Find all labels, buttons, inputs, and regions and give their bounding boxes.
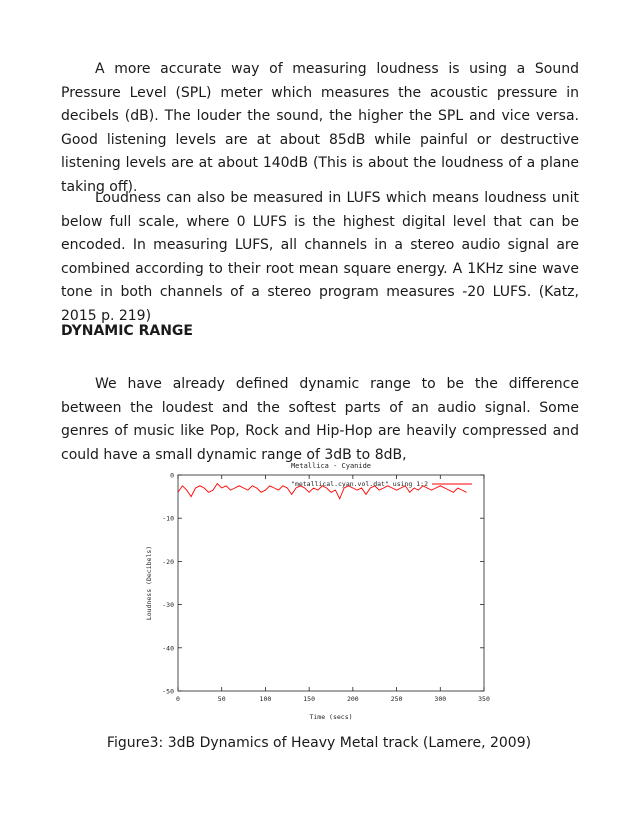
x-tick-label: 100 — [259, 695, 272, 703]
x-tick-label: 0 — [176, 695, 180, 703]
plot-frame — [178, 475, 484, 691]
legend-label: "metallical.cyan.vol.dat" using 1:2 — [291, 480, 428, 488]
y-tick-label: -40 — [162, 644, 174, 653]
y-tick-label: -50 — [162, 687, 174, 696]
y-tick-label: -10 — [162, 514, 174, 523]
paragraph-loudness-spl: A more accurate way of measuring loudness is using a Sound Pressure Level (SPL) meter which measures the acoustic pressure in decibels (dB). The louder the sound, the higher the SPL and vice versa. Good listening levels are at about 85dB while painful or destructive listening levels are at about 140dB (This is about the loudness of a plane taking off). — [61, 61, 579, 195]
y-tick-label: -30 — [162, 601, 174, 610]
x-tick-label: 350 — [478, 695, 490, 703]
y-tick-label: -20 — [162, 557, 174, 566]
loudness-chart — [140, 457, 495, 722]
x-tick-label: 200 — [346, 695, 359, 703]
paragraph-lufs: Loudness can also be measured in LUFS which means loudness unit below full scale, where 0 LUFS is the highest digital level that can be encoded. In measuring LUFS, all channels in a stereo audio signal are combined according to their root mean square energy. A 1KHz sine wave tone in both channels of a stereo program measures -20 LUFS. (Katz, 2015 p. 219) — [61, 190, 579, 324]
axis-ticks — [162, 472, 490, 704]
x-tick-label: 50 — [217, 695, 226, 703]
x-axis-label: Time (secs) — [309, 713, 353, 721]
paragraph-dynamic-range: We have already defined dynamic range to be the difference between the loudest and the softest parts of an audio signal. Some genres of music like Pop, Rock and Hip-Hop are heavily compressed and could have a small dynamic range of 3dB to 8dB, — [61, 376, 579, 463]
chart-title: Metallica - Cyanide — [290, 462, 372, 470]
y-axis-label: Loudness (Decibels) — [145, 545, 153, 621]
x-tick-label: 250 — [390, 695, 403, 703]
x-tick-label: 150 — [303, 695, 316, 703]
figure-caption: Figure3: 3dB Dynamics of Heavy Metal track (Lamere, 2009) — [106, 735, 532, 751]
y-tick-label: 0 — [170, 471, 174, 480]
section-heading: DYNAMIC RANGE — [61, 323, 193, 339]
x-tick-label: 300 — [434, 695, 447, 703]
